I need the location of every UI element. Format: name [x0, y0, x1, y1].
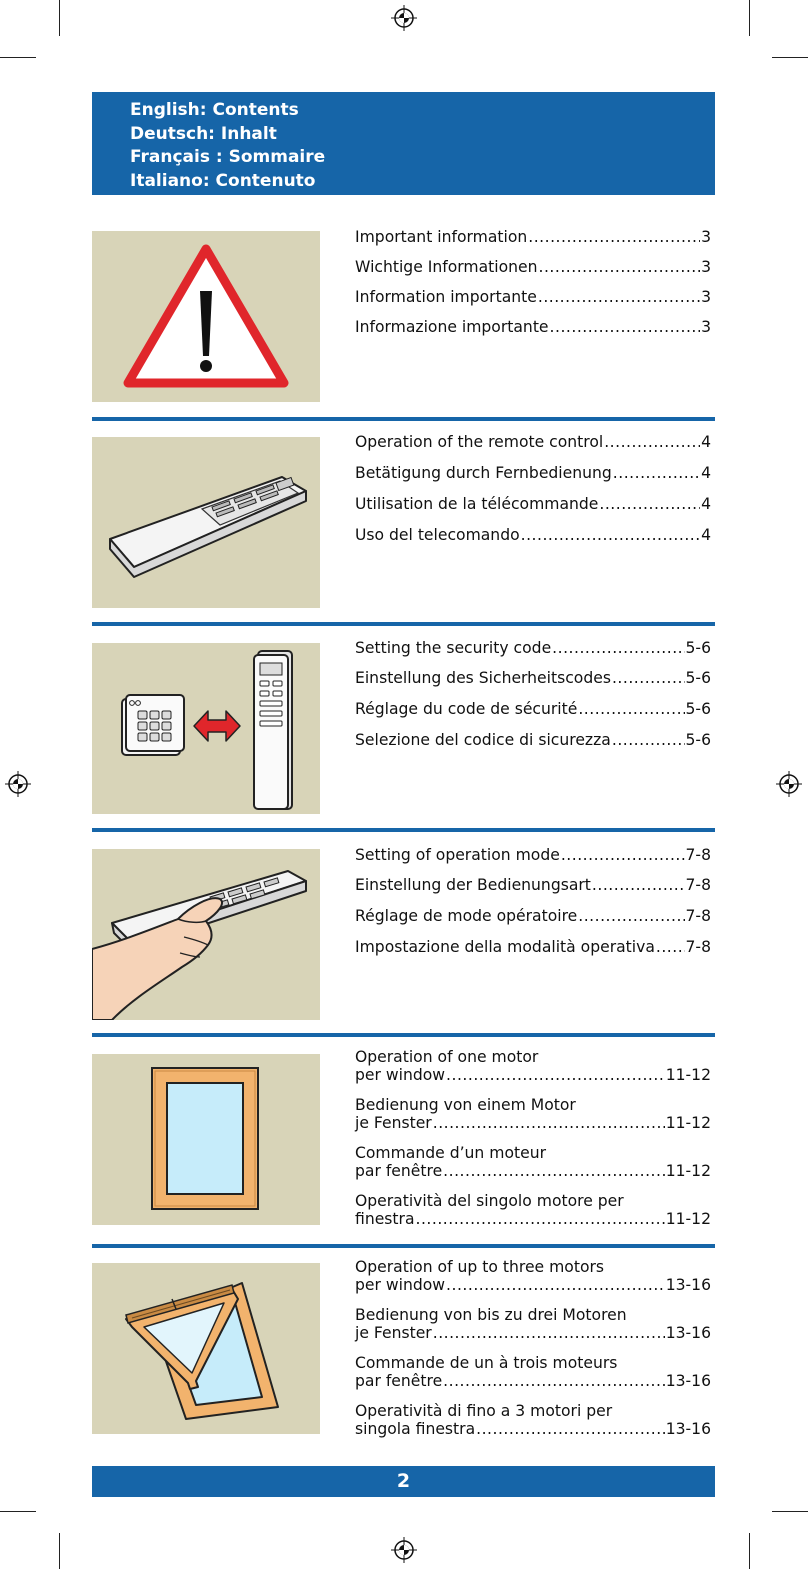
closed-window-icon	[92, 1054, 320, 1225]
section-divider	[92, 622, 715, 626]
section-image-one-motor	[92, 1054, 320, 1225]
toc-entry[interactable]: Bedienung von bis zu drei Motoren je Fenster ..... 13-16	[355, 1306, 711, 1342]
toc-entry[interactable]: Einstellung des Sicherheitscodes ..... 5-6	[355, 668, 711, 688]
dot-leader	[599, 494, 700, 514]
toc-entries-security-code	[355, 638, 711, 750]
section-divider	[92, 828, 715, 832]
registration-mark-icon	[391, 5, 417, 31]
toc-entry[interactable]: Bedienung von einem Motor je Fenster ..... 11-12	[355, 1096, 711, 1132]
section-image-remote	[92, 437, 320, 608]
header-line-french: Français : Sommaire	[130, 147, 326, 167]
dot-leader	[604, 432, 700, 452]
toc-entries-remote-control	[355, 432, 711, 545]
dot-leader	[446, 1276, 665, 1294]
dot-leader	[433, 1324, 665, 1342]
dot-leader	[613, 463, 700, 483]
registration-mark-icon	[391, 1537, 417, 1563]
toc-entries-three-motors	[355, 1258, 711, 1438]
dot-leader	[561, 845, 685, 865]
hand-holding-remote-icon	[92, 849, 320, 1020]
crop-mark	[0, 57, 36, 58]
toc-entry[interactable]: Réglage du code de sécurité ..... 5-6	[355, 699, 711, 719]
toc-entry[interactable]: Einstellung der Bedienungsart ..... 7-8	[355, 875, 711, 895]
dot-leader	[578, 699, 684, 719]
toc-entry[interactable]: Important information ..... 3	[355, 227, 711, 247]
toc-entry[interactable]: Setting of operation mode ..... 7-8	[355, 845, 711, 865]
toc-entry[interactable]: Commande de un à trois moteurs par fenêtre ..... 13-16	[355, 1354, 711, 1390]
crop-mark	[772, 1511, 808, 1512]
contents-header	[92, 92, 715, 195]
dot-leader	[552, 638, 684, 658]
crop-mark	[772, 57, 808, 58]
crop-mark	[59, 0, 60, 36]
section-image-security-code	[92, 643, 320, 814]
section-divider	[92, 417, 715, 421]
dot-leader	[528, 227, 700, 247]
dot-leader	[433, 1114, 665, 1132]
registration-mark-icon	[5, 771, 31, 797]
dot-leader	[416, 1210, 665, 1228]
keypad-and-remote-icon	[92, 643, 320, 814]
header-line-italian: Italiano: Contenuto	[130, 170, 316, 191]
toc-entry[interactable]: Utilisation de la télécommande ..... 4	[355, 494, 711, 514]
dot-leader	[656, 937, 685, 957]
toc-entry[interactable]: Setting the security code ..... 5-6	[355, 638, 711, 658]
toc-entry[interactable]: Information importante ..... 3	[355, 287, 711, 307]
open-roof-window-icon	[92, 1263, 320, 1434]
toc-entries-one-motor	[355, 1048, 711, 1228]
section-image-three-motors	[92, 1263, 320, 1434]
section-image-warning	[92, 231, 320, 402]
toc-entry[interactable]: Uso del telecomando ..... 4	[355, 525, 711, 545]
dot-leader	[538, 287, 700, 307]
crop-mark	[749, 0, 750, 36]
remote-control-icon	[92, 437, 320, 608]
dot-leader	[612, 668, 685, 688]
warning-triangle-icon	[92, 231, 320, 402]
toc-entries-operation-mode	[355, 845, 711, 957]
toc-entry[interactable]: Commande d’un moteur par fenêtre ..... 11-12	[355, 1144, 711, 1180]
dot-leader	[521, 525, 700, 545]
header-line-english: English: Contents	[130, 100, 299, 120]
dot-leader	[539, 257, 701, 277]
toc-entry[interactable]: Selezione del codice di sicurezza ..... 5-6	[355, 730, 711, 750]
page-number: 2	[396, 1470, 411, 1492]
toc-entries-important-information	[355, 227, 711, 337]
crop-mark	[749, 1533, 750, 1569]
dot-leader	[476, 1420, 665, 1438]
dot-leader	[592, 875, 685, 895]
toc-entry[interactable]: Wichtige Informationen ..... 3	[355, 257, 711, 277]
toc-entry[interactable]: Operatività del singolo motore per finestra ..... 11-12	[355, 1192, 711, 1228]
registration-mark-icon	[776, 771, 802, 797]
dot-leader	[446, 1066, 665, 1084]
dot-leader	[612, 730, 685, 750]
toc-entry[interactable]: Operation of one motor per window ..... 11-12	[355, 1048, 711, 1084]
toc-entry[interactable]: Réglage de mode opératoire ..... 7-8	[355, 906, 711, 926]
crop-mark	[0, 1511, 36, 1512]
dot-leader	[443, 1372, 665, 1390]
section-divider	[92, 1244, 715, 1248]
toc-entry[interactable]: Impostazione della modalità operativa ..... 7-8	[355, 937, 711, 957]
toc-entry[interactable]: Betätigung durch Fernbedienung ..... 4	[355, 463, 711, 483]
header-line-german: Deutsch: Inhalt	[130, 123, 277, 144]
section-divider	[92, 1033, 715, 1037]
section-image-operation-mode	[92, 849, 320, 1020]
toc-entry[interactable]: Operatività di fino a 3 motori per singola finestra ..... 13-16	[355, 1402, 711, 1438]
crop-mark	[59, 1533, 60, 1569]
dot-leader	[550, 317, 701, 337]
toc-entry[interactable]: Operation of up to three motors per window ..... 13-16	[355, 1258, 711, 1294]
dot-leader	[443, 1162, 665, 1180]
dot-leader	[578, 906, 684, 926]
page-number-footer	[92, 1466, 715, 1497]
toc-entry[interactable]: Informazione importante ..... 3	[355, 317, 711, 337]
toc-entry[interactable]: Operation of the remote control ..... 4	[355, 432, 711, 452]
